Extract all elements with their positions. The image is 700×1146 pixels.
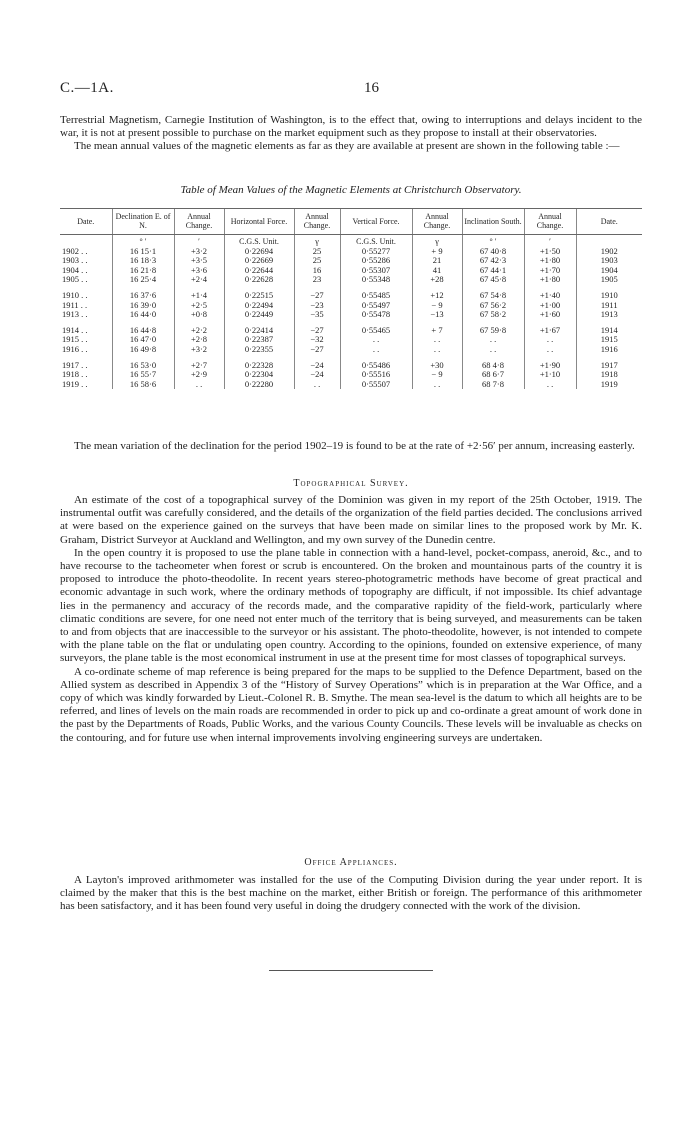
table-cell: 1915 . . (62, 334, 88, 345)
table-cell: 1913 . . (62, 309, 88, 320)
table-cell: 1915 (576, 335, 642, 345)
table-cell: + 7 (412, 326, 462, 336)
table-cell: +2·8 (174, 335, 224, 345)
unit-cell: ° ′ (462, 235, 524, 247)
intro-paragraph-1: Terrestrial Magnetism, Carnegie Institution of Washington, is to the effect that, owing to interruptions and delays incident to the war, it is not at present possible to purchase on the market equipment such as they propose to install at their observatories. (60, 114, 642, 140)
magnetic-elements-table (60, 208, 642, 389)
table-cell: − 9 (412, 301, 462, 311)
table-cell: 1914 . . (62, 324, 88, 335)
table-cell: −27 (294, 291, 340, 301)
table-cell: +1·4 (174, 291, 224, 301)
table-cell: − 9 (412, 370, 462, 380)
table-cell: 0·22280 (224, 380, 294, 390)
table-cell: 0·55348 (340, 275, 412, 285)
table-cell: . . (524, 335, 576, 345)
table-cell: 0·22669 (224, 256, 294, 266)
office-appliances-heading: Office Appliances. (304, 857, 398, 868)
table-cell: 23 (294, 275, 340, 285)
table-cell: −35 (294, 310, 340, 320)
topographical-survey-heading: Topographical Survey. (293, 478, 409, 489)
unit-cell: ° ′ (112, 235, 174, 247)
topo-paragraph-2: In the open country it is proposed to use the plane table in connection with a hand-level, pocket-compass, aneroid, &c., and to have recourse to the tacheometer when forest or scrub is encountered. On the broken and mountainous parts of the country it is proposed to introduce the photo-theodolite. In recent years stereo-photogrametric methods have become of great practical and economic advantage in such work, where the ordinary methods of topography are difficult, if not impossible. Its chief advantage lies in the permanency and accuracy of the records made, and the comparative rapidity of the field-work, particularly where climatic conditions are severe, for one need not enter much of the territory that is being surveyed, and measurements can be taken to and from objects that are inaccessible to the surveyor or his assistant. The photo-theodolite, however, is not intended to compete with the plane table on the flat or undulating open country. According to the opinions, founded on extensive experience, of many surveyors, the plane table is the most economical instrument in use at the present time for most classes of topographical surveys. (60, 546, 642, 665)
topo-paragraph-3: A co-ordinate scheme of map reference is being prepared for the maps to be supplied to the Defence Department, based on the Allied system as described in Appendix 3 of the “History of Survey Operations” which is in preparation at the War Office, and a copy of which was kindly forwarded by Lieut.-Colonel R. B. Smythe. The mean sea-level is the datum to which all heights are to be referred, and lines of levels on the main roads are recommended in order to pick up and co-ordinate a great amount of work done in the past by the Departments of Roads, Public Works, and the various County Councils. These levels will be invaluable as checks on the contouring, and for future use when internal improvements involving engineering surveys are undertaken. (60, 665, 642, 744)
table-cell: −24 (294, 370, 340, 380)
table-cell: −23 (294, 301, 340, 311)
table-row (60, 345, 642, 355)
table-cell: 16 (294, 266, 340, 276)
table-cell: 0·22414 (224, 326, 294, 336)
table-cell: +0·8 (174, 310, 224, 320)
column-header: Declination E. of N. (112, 209, 174, 235)
column-header: Annual Change. (294, 209, 340, 235)
table-cell: +2·9 (174, 370, 224, 380)
table-cell: −13 (412, 310, 462, 320)
table-cell: 16 44·0 (112, 310, 174, 320)
table-cell: −27 (294, 345, 340, 355)
table-cell: 0·55507 (340, 380, 412, 390)
table-row (60, 310, 642, 320)
table-cell: 67 59·8 (462, 326, 524, 336)
table-cell: 0·55277 (340, 247, 412, 257)
table-cell: . . (412, 345, 462, 355)
table-cell: 0·55485 (340, 291, 412, 301)
table-cell: 67 58·2 (462, 310, 524, 320)
table-cell: +2·5 (174, 301, 224, 311)
table-cell: . . (340, 345, 412, 355)
unit-cell: ′ (174, 235, 224, 247)
table-cell: 1905 . . (62, 274, 88, 285)
table-cell: 16 39·0 (112, 301, 174, 311)
table-cell: +1·70 (524, 266, 576, 276)
table-cell: 1904 . . (62, 264, 88, 275)
units-row (60, 235, 642, 247)
variation-paragraph: The mean variation of the declination for the period 1902–19 is found to be at the rate of +2·56′ per annum, increasing easterly. (74, 440, 635, 452)
table-cell: 1911 . . (62, 299, 88, 310)
table-cell: 41 (412, 266, 462, 276)
table-cell: 16 55·7 (112, 370, 174, 380)
table-cell: 0·22387 (224, 335, 294, 345)
table-cell: 16 15·1 (112, 247, 174, 257)
table-cell: 1918 . . (62, 369, 88, 380)
column-header: Annual Change. (412, 209, 462, 235)
intro-text (60, 114, 642, 154)
table-cell: 0·55465 (340, 326, 412, 336)
table-cell: 16 21·8 (112, 266, 174, 276)
table-cell: 0·22494 (224, 301, 294, 311)
table-cell: +3·5 (174, 256, 224, 266)
table-cell: 67 56·2 (462, 301, 524, 311)
table-cell: +28 (412, 275, 462, 285)
topo-paragraph-1: An estimate of the cost of a topographical survey of the Dominion was given in my report of the 25th October, 1919. The instrumental outfit was carefully considered, and the details of the organization of the field parties decided. The conclusions arrived at were based on the experience gained on the surveys that have been made on similar lines to the proposed work by Mr. K. Graham, District Surveyor at Auckland and Wellington, and my own survey of the Dunedin centre. (60, 494, 642, 546)
table-cell: +1·80 (524, 275, 576, 285)
table-cell: 1919 (576, 380, 642, 390)
unit-cell (60, 235, 112, 247)
unit-cell (576, 235, 642, 247)
table-cell: 67 45·8 (462, 275, 524, 285)
column-header: Vertical Force. (340, 209, 412, 235)
table-cell: 16 47·0 (112, 335, 174, 345)
closing-rule (269, 970, 433, 971)
unit-cell: ′ (524, 235, 576, 247)
table-cell: 16 58·6 (112, 380, 174, 390)
table-cell: 1910 (576, 291, 642, 301)
table-cell: . . (340, 335, 412, 345)
table-cell: +30 (412, 361, 462, 371)
column-header: Inclination South. (462, 209, 524, 235)
table-cell: 67 54·8 (462, 291, 524, 301)
unit-cell: C.G.S. Unit. (224, 235, 294, 247)
office-appliances-text (60, 874, 642, 914)
column-header: Annual Change. (174, 209, 224, 235)
table-cell: 21 (412, 256, 462, 266)
table-cell: . . (462, 345, 524, 355)
table-cell: +1·00 (524, 301, 576, 311)
table-cell: +1·90 (524, 361, 576, 371)
table-cell: −32 (294, 335, 340, 345)
unit-cell: C.G.S. Unit. (340, 235, 412, 247)
column-header: Date. (60, 209, 112, 235)
table-cell: +3·2 (174, 345, 224, 355)
table-cell: +1·50 (524, 247, 576, 257)
table-cell: 0·55307 (340, 266, 412, 276)
column-header: Horizontal Force. (224, 209, 294, 235)
table-cell: . . (462, 335, 524, 345)
table-cell: 0·22644 (224, 266, 294, 276)
table-header-row (60, 209, 642, 235)
document-reference: C.—1A. (60, 80, 114, 96)
table-cell: 1916 (576, 345, 642, 355)
table-cell: +1·80 (524, 256, 576, 266)
table-cell: 0·22628 (224, 275, 294, 285)
office-paragraph-1: A Layton's improved arithmometer was installed for the use of the Computing Division during the year under report. It is claimed by the maker that this is the best machine on the market, either British or foreign. The performance of this arithmometer has been satisfactory, and it has been found very useful in doing the drudgery connected with the work of the division. (60, 874, 642, 913)
table-cell: 0·22694 (224, 247, 294, 257)
table-cell: 67 40·8 (462, 247, 524, 257)
table-cell: 0·22449 (224, 310, 294, 320)
variation-text (60, 440, 642, 453)
table-cell: 0·22355 (224, 345, 294, 355)
column-header: Annual Change. (524, 209, 576, 235)
table-cell: +1·40 (524, 291, 576, 301)
table-cell: 0·22304 (224, 370, 294, 380)
table-cell: 25 (294, 247, 340, 257)
table-row (60, 380, 642, 390)
table-cell: 1903 (576, 256, 642, 266)
table-cell: +1·67 (524, 326, 576, 336)
unit-cell: γ (294, 235, 340, 247)
intro-paragraph-2: The mean annual values of the magnetic elements as far as they are available at present are shown in the following table :— (74, 140, 620, 153)
table-cell: 0·22328 (224, 361, 294, 371)
table-row (60, 275, 642, 285)
table-cell: 1916 . . (62, 343, 88, 354)
table-cell: +2·4 (174, 275, 224, 285)
table-cell: +12 (412, 291, 462, 301)
page-header (60, 80, 642, 98)
table-cell: 1911 (576, 301, 642, 311)
table-cell: 1914 (576, 326, 642, 336)
table-cell: 1913 (576, 310, 642, 320)
table-cell: 25 (294, 256, 340, 266)
table-cell: +3·2 (174, 247, 224, 257)
table-cell: −27 (294, 326, 340, 336)
table-cell: . . (524, 380, 576, 390)
table-cell: 1917 (576, 361, 642, 371)
table-cell: . . (412, 335, 462, 345)
table-cell: . . (524, 345, 576, 355)
table-cell: 67 42·3 (462, 256, 524, 266)
table-cell: . . (412, 380, 462, 390)
table-cell: +1·10 (524, 370, 576, 380)
table-cell: 0·55286 (340, 256, 412, 266)
table-cell: 68 7·8 (462, 380, 524, 390)
table-cell: . . (174, 380, 224, 390)
table-cell: 16 53·0 (112, 361, 174, 371)
table-cell: 0·55516 (340, 370, 412, 380)
table-cell: 1910 . . (62, 289, 88, 300)
table-cell: + 9 (412, 247, 462, 257)
table-cell: −24 (294, 361, 340, 371)
table-cell: 68 6·7 (462, 370, 524, 380)
table-cell: 16 18·3 (112, 256, 174, 266)
table-cell: 16 25·4 (112, 275, 174, 285)
table-cell: 1904 (576, 266, 642, 276)
table-cell: 1902 . . (62, 245, 88, 256)
table-cell: 0·55486 (340, 361, 412, 371)
table-cell: +2·2 (174, 326, 224, 336)
table-cell: 16 44·8 (112, 326, 174, 336)
table-cell: +1·60 (524, 310, 576, 320)
table-cell: 16 37·6 (112, 291, 174, 301)
page-number: 16 (364, 80, 379, 96)
table-cell: 16 49·8 (112, 345, 174, 355)
table-cell: +2·7 (174, 361, 224, 371)
table-cell: 1903 . . (62, 255, 88, 266)
table-cell: 1918 (576, 370, 642, 380)
table-title: Table of Mean Values of the Magnetic Elements at Christchurch Observatory. (180, 184, 522, 196)
table-cell: 1902 (576, 247, 642, 257)
unit-cell: γ (412, 235, 462, 247)
topographical-survey-text (60, 494, 642, 745)
table-cell: . . (294, 380, 340, 390)
table-cell: 0·55478 (340, 310, 412, 320)
table-cell: 1905 (576, 275, 642, 285)
table-cell: 1919 . . (62, 378, 88, 389)
table-cell: +3·6 (174, 266, 224, 276)
table-cell: 0·22515 (224, 291, 294, 301)
table-cell: 67 44·1 (462, 266, 524, 276)
table-cell: 1917 . . (62, 359, 88, 370)
table-body (60, 235, 642, 390)
column-header: Date. (576, 209, 642, 235)
table-cell: 0·55497 (340, 301, 412, 311)
table-cell: 68 4·8 (462, 361, 524, 371)
